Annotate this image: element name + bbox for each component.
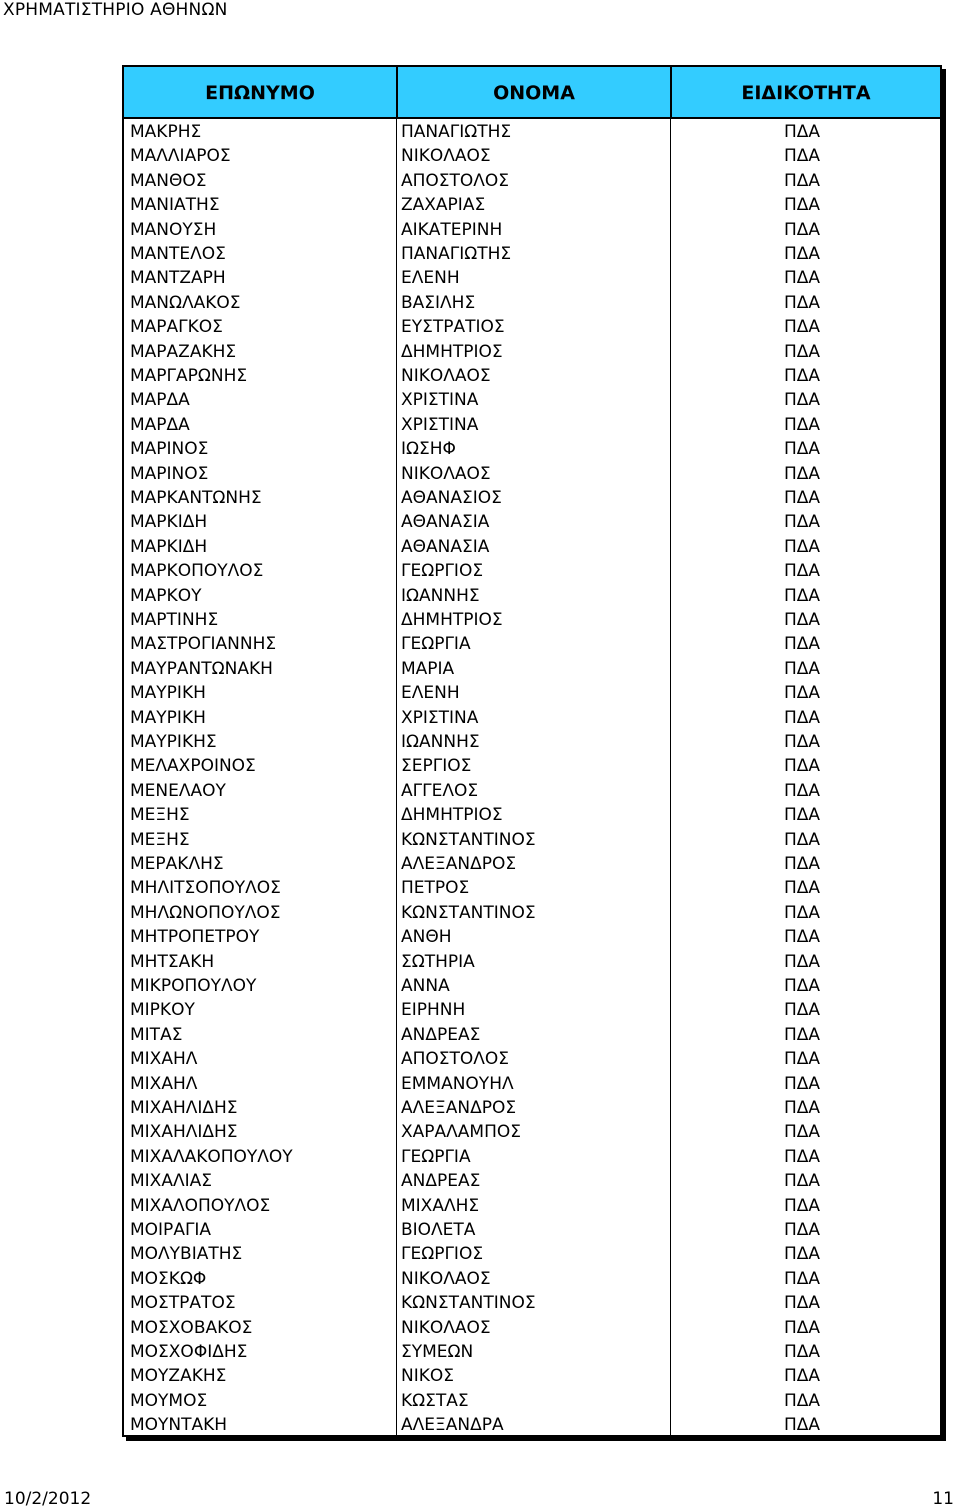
cell-specialty: ΠΔΑ — [783, 1122, 821, 1143]
cell-specialty: ΠΔΑ — [783, 902, 821, 923]
table-row — [124, 631, 940, 655]
table-row — [124, 412, 940, 436]
cell-surname: ΜΕΡΑΚΛΗΣ — [130, 854, 224, 874]
table-row — [124, 827, 940, 851]
cell-name: ΜΑΡΙΑ — [401, 658, 455, 679]
cell-specialty: ΠΔΑ — [783, 927, 821, 948]
cell-specialty: ΠΔΑ — [783, 1098, 821, 1118]
cell-specialty: ΠΔΑ — [783, 1171, 821, 1192]
cell-surname: ΜΑΝΤΖΑΡΗ — [130, 268, 226, 289]
cell-name: ΖΑΧΑΡΙΑΣ — [401, 195, 486, 216]
table-row — [124, 900, 940, 924]
cell-specialty: ΠΔΑ — [783, 1293, 821, 1314]
cell-name: ΣΥΜΕΩΝ — [401, 1342, 474, 1362]
cell-name: ΕΙΡΗΝΗ — [401, 1000, 466, 1021]
column-header-specialty: ΕΙΔΙΚΟΤΗΤΑ — [741, 82, 871, 104]
cell-specialty: ΠΔΑ — [783, 1024, 821, 1045]
table-row — [124, 119, 940, 143]
table-row — [124, 1168, 940, 1192]
table-row — [124, 168, 940, 192]
cell-surname: ΜΙΧΑΛΟΠΟΥΛΟΣ — [130, 1195, 271, 1216]
table-row — [124, 705, 940, 729]
cell-surname: ΜΗΤΣΑΚΗ — [130, 951, 215, 972]
table-row — [124, 1144, 940, 1168]
cell-specialty: ΠΔΑ — [783, 878, 821, 899]
cell-surname: ΜΑΚΡΗΣ — [130, 122, 202, 142]
table-row — [124, 583, 940, 607]
cell-specialty: ΠΔΑ — [783, 195, 821, 216]
cell-specialty: ΠΔΑ — [783, 536, 821, 557]
cell-name: ΚΩΝΣΤΑΝΤΙΝΟΣ — [401, 1293, 536, 1314]
column-header-name: ΟΝΟΜΑ — [493, 82, 575, 104]
cell-name: ΑΝΘΗ — [401, 927, 452, 948]
cell-name: ΔΗΜΗΤΡΙΟΣ — [401, 610, 503, 630]
cell-surname: ΜΑΡΚΟΥ — [130, 585, 202, 606]
table-row — [124, 265, 940, 289]
cell-specialty: ΠΔΑ — [783, 610, 821, 630]
cell-name: ΑΝΔΡΕΑΣ — [401, 1024, 481, 1045]
cell-surname: ΜΑΝΤΕΛΟΣ — [130, 244, 226, 264]
cell-name: ΧΑΡΑΛΑΜΠΟΣ — [401, 1122, 521, 1143]
cell-surname: ΜΑΝΩΛΑΚΟΣ — [130, 292, 241, 313]
cell-name: ΣΕΡΓΙΟΣ — [401, 756, 472, 777]
table-row — [124, 387, 940, 411]
cell-specialty: ΠΔΑ — [783, 707, 821, 728]
cell-name: ΕΛΕΝΗ — [401, 268, 460, 289]
table-row — [124, 1193, 940, 1217]
staff-table — [122, 65, 942, 1437]
cell-name: ΑΝΔΡΕΑΣ — [401, 1171, 481, 1192]
table-row — [124, 217, 940, 241]
table-row — [124, 924, 940, 948]
cell-surname: ΜΑΡΔΑ — [130, 390, 190, 411]
cell-surname: ΜΗΛΙΤΣΟΠΟΥΛΟΣ — [130, 878, 281, 899]
table-row — [124, 778, 940, 802]
cell-specialty: ΠΔΑ — [783, 292, 821, 313]
cell-surname: ΜΑΝΙΑΤΗΣ — [130, 195, 220, 216]
cell-specialty: ΠΔΑ — [783, 1415, 821, 1436]
cell-specialty: ΠΔΑ — [783, 658, 821, 679]
cell-surname: ΜΙΧΑΗΛΙΔΗΣ — [130, 1122, 238, 1143]
cell-name: ΝΙΚΟΛΑΟΣ — [401, 1317, 491, 1338]
cell-name: ΠΑΝΑΓΙΩΤΗΣ — [401, 122, 512, 142]
cell-name: ΒΙΟΛΕΤΑ — [401, 1220, 476, 1240]
cell-specialty: ΠΔΑ — [783, 1390, 821, 1411]
cell-specialty: ΠΔΑ — [783, 683, 821, 704]
cell-specialty: ΠΔΑ — [783, 244, 821, 264]
cell-surname: ΜΕΛΑΧΡΟΙΝΟΣ — [130, 756, 256, 777]
cell-specialty: ΠΔΑ — [783, 268, 821, 289]
cell-surname: ΜΙΧΑΗΛΙΔΗΣ — [130, 1098, 238, 1118]
table-row — [124, 680, 940, 704]
cell-specialty: ΠΔΑ — [783, 1000, 821, 1021]
table-row — [124, 973, 940, 997]
table-row — [124, 1046, 940, 1070]
table-row — [124, 143, 940, 167]
cell-specialty: ΠΔΑ — [783, 463, 821, 484]
cell-surname: ΜΙΧΑΛΑΚΟΠΟΥΛΟΥ — [130, 1146, 293, 1167]
cell-name: ΓΕΩΡΓΙΟΣ — [401, 1244, 484, 1265]
cell-surname: ΜΟΙΡΑΓΙΑ — [130, 1220, 212, 1240]
cell-name: ΙΩΑΝΝΗΣ — [401, 732, 480, 752]
cell-specialty: ΠΔΑ — [783, 390, 821, 411]
table-row — [124, 607, 940, 631]
cell-name: ΑΙΚΑΤΕΡΙΝΗ — [401, 219, 503, 240]
cell-name: ΔΗΜΗΤΡΙΟΣ — [401, 341, 503, 362]
table-row — [124, 729, 940, 753]
cell-surname: ΜΟΥΝΤΑΚΗ — [130, 1415, 228, 1436]
cell-name: ΧΡΙΣΤΙΝΑ — [401, 390, 479, 411]
cell-specialty: ΠΔΑ — [783, 1268, 821, 1289]
table-row — [124, 1119, 940, 1143]
cell-surname: ΜΑΥΡΙΚΗ — [130, 707, 206, 728]
cell-surname: ΜΕΞΗΣ — [130, 829, 190, 850]
cell-name: ΒΑΣΙΛΗΣ — [401, 292, 476, 313]
cell-specialty: ΠΔΑ — [783, 488, 821, 508]
table-row — [124, 290, 940, 314]
cell-specialty: ΠΔΑ — [783, 1220, 821, 1240]
table-row — [124, 1339, 940, 1363]
table-row — [124, 363, 940, 387]
cell-surname: ΜΑΡΔΑ — [130, 414, 190, 435]
cell-specialty: ΠΔΑ — [783, 585, 821, 606]
cell-surname: ΜΑΥΡΑΝΤΩΝΑΚΗ — [130, 658, 273, 679]
table-row — [124, 949, 940, 973]
table-row — [124, 1388, 940, 1412]
cell-name: ΑΛΕΞΑΝΔΡΟΣ — [401, 854, 517, 874]
cell-specialty: ΠΔΑ — [783, 732, 821, 752]
cell-surname: ΜΑΡΑΓΚΟΣ — [130, 317, 223, 338]
cell-name: ΑΓΓΕΛΟΣ — [401, 780, 479, 801]
table-row — [124, 558, 940, 582]
cell-surname: ΜΑΡΚΟΠΟΥΛΟΣ — [130, 561, 264, 582]
cell-specialty: ΠΔΑ — [783, 1195, 821, 1216]
table-row — [124, 534, 940, 558]
table-row — [124, 851, 940, 875]
cell-specialty: ΠΔΑ — [783, 512, 821, 533]
table-row — [124, 485, 940, 509]
cell-specialty: ΠΔΑ — [783, 780, 821, 801]
cell-surname: ΜΟΥΖΑΚΗΣ — [130, 1366, 227, 1387]
cell-surname: ΜΟΛΥΒΙΑΤΗΣ — [130, 1244, 243, 1265]
table-row — [124, 753, 940, 777]
cell-name: ΑΝΝΑ — [401, 976, 450, 996]
cell-name: ΑΛΕΞΑΝΔΡΟΣ — [401, 1098, 517, 1118]
cell-specialty: ΠΔΑ — [783, 805, 821, 826]
cell-name: ΑΘΑΝΑΣΙΑ — [401, 512, 490, 533]
cell-name: ΔΗΜΗΤΡΙΟΣ — [401, 805, 503, 826]
cell-name: ΝΙΚΟΛΑΟΣ — [401, 463, 491, 484]
table-row — [124, 1266, 940, 1290]
page-title: ΧΡΗΜΑΤΙΣΤΗΡΙΟ ΑΘΗΝΩΝ — [3, 0, 228, 20]
cell-surname: ΜΑΥΡΙΚΗ — [130, 683, 206, 704]
cell-surname: ΜΑΡΙΝΟΣ — [130, 463, 209, 484]
cell-specialty: ΠΔΑ — [783, 414, 821, 435]
cell-specialty: ΠΔΑ — [783, 146, 821, 167]
cell-specialty: ΠΔΑ — [783, 634, 821, 655]
cell-surname: ΜΙΡΚΟΥ — [130, 1000, 195, 1021]
cell-name: ΝΙΚΟΛΑΟΣ — [401, 366, 491, 386]
cell-specialty: ΠΔΑ — [783, 341, 821, 362]
table-row — [124, 1363, 940, 1387]
cell-name: ΚΩΝΣΤΑΝΤΙΝΟΣ — [401, 829, 536, 850]
cell-surname: ΜΟΣΚΩΦ — [130, 1268, 207, 1289]
cell-surname: ΜΟΣΧΟΦΙΔΗΣ — [130, 1342, 248, 1362]
cell-name: ΧΡΙΣΤΙΝΑ — [401, 707, 479, 728]
cell-surname: ΜΑΝΟΥΣΗ — [130, 219, 217, 240]
cell-name: ΓΕΩΡΓΙΑ — [401, 1146, 471, 1167]
cell-specialty: ΠΔΑ — [783, 756, 821, 777]
column-header-surname: ΕΠΩΝΥΜΟ — [205, 82, 315, 104]
cell-specialty: ΠΔΑ — [783, 561, 821, 582]
table-row — [124, 802, 940, 826]
cell-surname: ΜΙΤΑΣ — [130, 1024, 183, 1045]
cell-surname: ΜΙΧΑΗΛ — [130, 1073, 198, 1094]
cell-specialty: ΠΔΑ — [783, 1146, 821, 1167]
cell-name: ΓΕΩΡΓΙΟΣ — [401, 561, 484, 582]
cell-name: ΝΙΚΟΛΑΟΣ — [401, 1268, 491, 1289]
cell-specialty: ΠΔΑ — [783, 1049, 821, 1070]
cell-name: ΜΙΧΑΛΗΣ — [401, 1195, 480, 1216]
cell-specialty: ΠΔΑ — [783, 1073, 821, 1094]
table-row — [124, 241, 940, 265]
cell-surname: ΜΑΛΛΙΑΡΟΣ — [130, 146, 231, 167]
cell-surname: ΜΑΝΘΟΣ — [130, 170, 207, 191]
cell-surname: ΜΑΡΚΙΔΗ — [130, 512, 208, 533]
cell-specialty: ΠΔΑ — [783, 976, 821, 996]
cell-surname: ΜΟΣΧΟΒΑΚΟΣ — [130, 1317, 253, 1338]
cell-name: ΕΛΕΝΗ — [401, 683, 460, 704]
cell-name: ΠΕΤΡΟΣ — [401, 878, 470, 899]
cell-surname: ΜΑΡΙΝΟΣ — [130, 439, 209, 460]
table-row — [124, 1022, 940, 1046]
cell-specialty: ΠΔΑ — [783, 366, 821, 386]
table-row — [124, 461, 940, 485]
footer-date: 10/2/2012 — [4, 1489, 92, 1509]
cell-specialty: ΠΔΑ — [783, 122, 821, 142]
cell-surname: ΜΕΝΕΛΑΟΥ — [130, 780, 226, 801]
cell-name: ΕΥΣΤΡΑΤΙΟΣ — [401, 317, 505, 338]
table-row — [124, 509, 940, 533]
cell-surname: ΜΙΧΑΛΙΑΣ — [130, 1171, 212, 1192]
cell-name: ΕΜΜΑΝΟΥΗΛ — [401, 1073, 514, 1094]
cell-name: ΑΘΑΝΑΣΙΟΣ — [401, 488, 502, 508]
cell-name: ΙΩΣΗΦ — [401, 439, 456, 460]
cell-specialty: ΠΔΑ — [783, 219, 821, 240]
cell-name: ΝΙΚΟΣ — [401, 1366, 455, 1387]
cell-surname: ΜΑΡΓΑΡΩΝΗΣ — [130, 366, 248, 386]
table-row — [124, 1290, 940, 1314]
cell-name: ΓΕΩΡΓΙΑ — [401, 634, 471, 655]
table-row — [124, 1217, 940, 1241]
cell-surname: ΜΑΡΤΙΝΗΣ — [130, 610, 219, 630]
cell-specialty: ΠΔΑ — [783, 854, 821, 874]
cell-surname: ΜΑΡΚΙΔΗ — [130, 536, 208, 557]
table-row — [124, 1071, 940, 1095]
cell-specialty: ΠΔΑ — [783, 439, 821, 460]
table-row — [124, 1412, 940, 1436]
table-shadow-right — [942, 69, 946, 1441]
cell-name: ΠΑΝΑΓΙΩΤΗΣ — [401, 244, 512, 264]
cell-name: ΑΠΟΣΤΟΛΟΣ — [401, 170, 510, 191]
cell-surname: ΜΟΥΜΟΣ — [130, 1390, 208, 1411]
cell-name: ΑΠΟΣΤΟΛΟΣ — [401, 1049, 510, 1070]
cell-surname: ΜΙΚΡΟΠΟΥΛΟΥ — [130, 976, 257, 996]
cell-surname: ΜΟΣΤΡΑΤΟΣ — [130, 1293, 236, 1314]
cell-name: ΙΩΑΝΝΗΣ — [401, 585, 480, 606]
cell-surname: ΜΙΧΑΗΛ — [130, 1049, 198, 1070]
cell-specialty: ΠΔΑ — [783, 1317, 821, 1338]
cell-surname: ΜΑΥΡΙΚΗΣ — [130, 732, 217, 752]
table-header-row — [124, 67, 940, 119]
page-number: 11 — [932, 1489, 954, 1509]
cell-name: ΣΩΤΗΡΙΑ — [401, 951, 475, 972]
table-row — [124, 339, 940, 363]
table-row — [124, 314, 940, 338]
table-row — [124, 1315, 940, 1339]
cell-name: ΚΩΣΤΑΣ — [401, 1390, 469, 1411]
cell-specialty: ΠΔΑ — [783, 1342, 821, 1362]
table-row — [124, 1095, 940, 1119]
cell-specialty: ΠΔΑ — [783, 829, 821, 850]
cell-surname: ΜΑΣΤΡΟΓΙΑΝΝΗΣ — [130, 634, 277, 655]
table-row — [124, 656, 940, 680]
cell-name: ΝΙΚΟΛΑΟΣ — [401, 146, 491, 167]
cell-surname: ΜΑΡΑΖΑΚΗΣ — [130, 341, 237, 362]
cell-specialty: ΠΔΑ — [783, 170, 821, 191]
table-row — [124, 875, 940, 899]
cell-specialty: ΠΔΑ — [783, 317, 821, 338]
cell-name: ΑΘΑΝΑΣΙΑ — [401, 536, 490, 557]
cell-name: ΑΛΕΞΑΝΔΡΑ — [401, 1415, 504, 1436]
table-row — [124, 997, 940, 1021]
cell-surname: ΜΗΤΡΟΠΕΤΡΟΥ — [130, 927, 260, 948]
table-row — [124, 192, 940, 216]
cell-name: ΧΡΙΣΤΙΝΑ — [401, 414, 479, 435]
table-row — [124, 436, 940, 460]
cell-name: ΚΩΝΣΤΑΝΤΙΝΟΣ — [401, 902, 536, 923]
cell-specialty: ΠΔΑ — [783, 951, 821, 972]
cell-specialty: ΠΔΑ — [783, 1366, 821, 1387]
table-row — [124, 1241, 940, 1265]
cell-surname: ΜΕΞΗΣ — [130, 805, 190, 826]
cell-surname: ΜΗΛΩΝΟΠΟΥΛΟΣ — [130, 902, 281, 923]
cell-specialty: ΠΔΑ — [783, 1244, 821, 1265]
cell-surname: ΜΑΡΚΑΝΤΩΝΗΣ — [130, 488, 262, 508]
